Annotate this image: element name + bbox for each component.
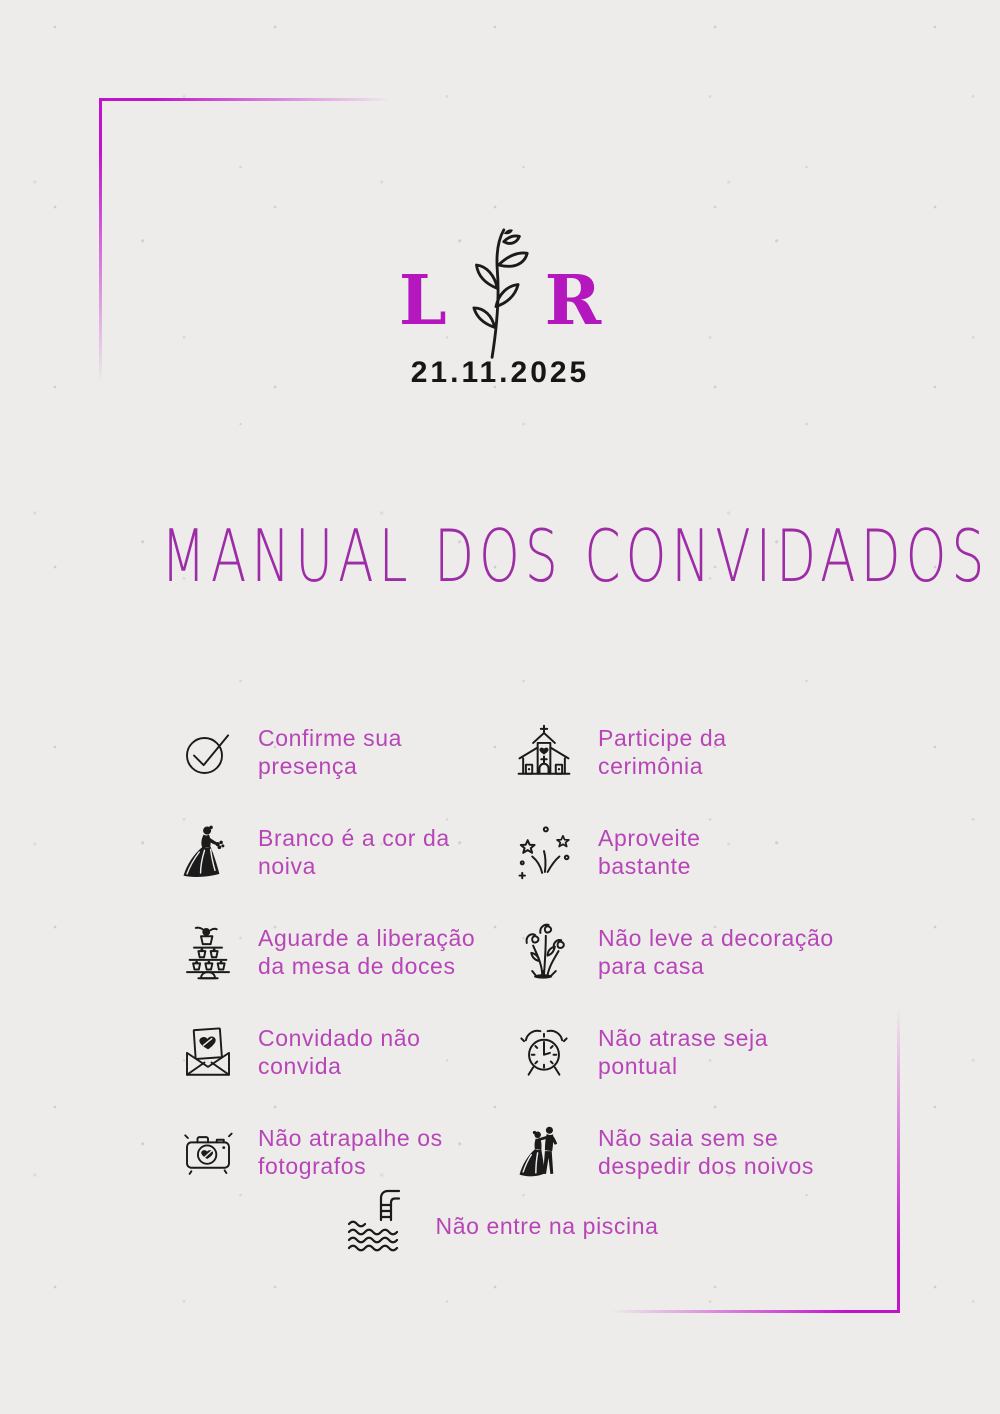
botanical-branch-icon — [457, 226, 535, 332]
envelope-heart-icon — [180, 1019, 236, 1085]
guideline-text: Não saia sem se despedir dos noivos — [598, 1125, 814, 1179]
monogram-right-initial: R — [544, 261, 602, 342]
guidelines-grid — [180, 702, 848, 1202]
sweets-table-icon — [180, 919, 236, 985]
frame-line-top — [99, 98, 391, 101]
guideline-text: Convidado não convida — [258, 1025, 421, 1079]
church-icon — [512, 719, 576, 785]
bouquet-icon — [512, 919, 576, 985]
guideline-text: Não entre na piscina — [435, 1213, 659, 1239]
guideline-text: Não leve a decoração para casa — [598, 925, 834, 979]
guideline-text: Não atrapalhe os fotografos — [258, 1125, 443, 1179]
guideline-text: Participe da cerimônia — [598, 725, 727, 779]
bride-icon — [180, 819, 236, 885]
alarm-clock-icon — [512, 1019, 576, 1085]
monogram — [0, 226, 1000, 342]
pool-icon — [342, 1186, 408, 1254]
guideline-text: Branco é a cor da noiva — [258, 825, 450, 879]
dancing-couple-icon — [512, 1119, 576, 1185]
pool-guideline — [0, 1192, 1000, 1260]
camera-icon — [180, 1119, 236, 1185]
guideline-text: Aproveite bastante — [598, 825, 701, 879]
frame-line-right — [897, 1008, 900, 1313]
fireworks-icon — [512, 819, 576, 885]
page-title: MANUAL DOS CONVIDADOS — [161, 514, 990, 598]
guideline-text: Aguarde a liberação da mesa de doces — [258, 925, 476, 979]
frame-line-bottom — [610, 1310, 900, 1313]
guideline-text: Não atrase seja pontual — [598, 1025, 769, 1079]
monogram-left-initial: L — [398, 261, 447, 342]
wedding-date: 21.11.2025 — [410, 356, 590, 389]
check-circle-icon — [180, 719, 236, 785]
guideline-text: Confirme sua presença — [258, 725, 402, 779]
